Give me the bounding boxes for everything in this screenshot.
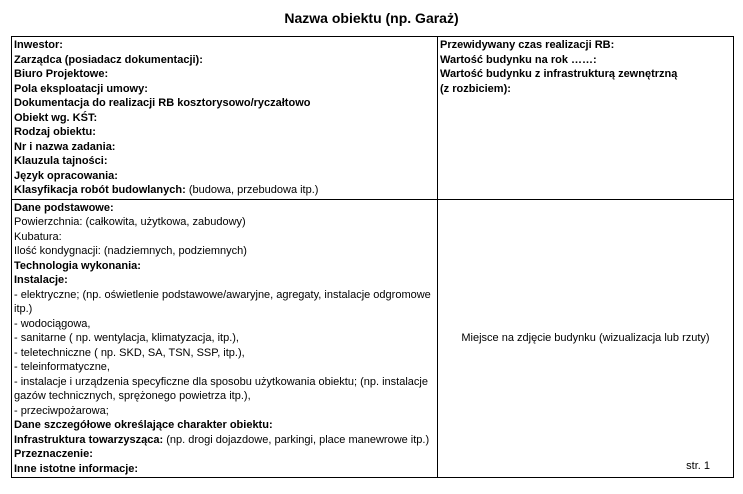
technical-info-cell <box>12 199 438 478</box>
field-label: Nr i nazwa zadania: <box>14 140 116 153</box>
field-label: Biuro Projektowe: <box>14 68 109 80</box>
form-line <box>14 154 435 169</box>
form-line <box>14 404 435 419</box>
page-number: str. 1 <box>686 460 710 472</box>
form-line <box>14 288 435 317</box>
field-label: Język opracowania: <box>14 169 118 182</box>
field-text: - instalacje i urządzenia specyficzne dla sposobu użytkowania obiektu; (np. instalacje gazów technicznych, sprężonego powietrza itp.), <box>14 375 428 402</box>
form-line <box>14 346 435 361</box>
field-label: Wartość budynku z infrastrukturą zewnętrzną <box>440 68 678 80</box>
cost-info-list <box>440 38 731 96</box>
form-line <box>14 183 435 198</box>
form-line <box>440 67 731 82</box>
field-label: Obiekt wg. KŚT: <box>14 111 98 124</box>
form-line <box>14 169 435 184</box>
photo-placeholder-cell <box>438 199 734 478</box>
form-line <box>14 53 435 68</box>
form-line <box>14 462 435 477</box>
general-info-list <box>14 38 435 198</box>
form-line <box>14 230 435 245</box>
field-label: Klauzula tajności: <box>14 155 108 167</box>
field-label: Inwestor: <box>14 39 63 51</box>
field-label: Klasyfikacja robót budowlanych: <box>14 184 186 196</box>
form-line <box>14 360 435 375</box>
form-line <box>14 331 435 346</box>
form-line <box>14 317 435 332</box>
form-line <box>14 82 435 97</box>
field-text: - sanitarne ( np. wentylacja, klimatyzacja, itp.), <box>14 332 239 344</box>
object-info-table <box>11 36 734 478</box>
document-title: Nazwa obiektu (np. Garaż) <box>284 10 459 26</box>
field-label: (z rozbiciem): <box>440 82 511 95</box>
form-line <box>14 67 435 82</box>
field-text: Kubatura: <box>14 230 62 243</box>
field-label: Technologia wykonania: <box>14 259 141 272</box>
form-line <box>14 215 435 230</box>
field-label: Zarządca (posiadacz dokumentacji): <box>14 53 203 66</box>
form-line <box>14 140 435 155</box>
field-text: - wodociągowa, <box>14 317 91 330</box>
general-info-cell <box>12 37 438 200</box>
form-line <box>14 125 435 140</box>
field-label: Wartość budynku na rok ……: <box>440 53 597 66</box>
field-label: Instalacje: <box>14 274 68 286</box>
field-label: Przewidywany czas realizacji RB: <box>440 39 615 51</box>
photo-placeholder-text: Miejsce na zdjęcie budynku (wizualizacja lub rzuty) <box>461 332 710 344</box>
field-label: Przeznaczenie: <box>14 448 93 460</box>
field-text: - teleinformatyczne, <box>14 361 110 373</box>
field-text: - przeciwpożarowa; <box>14 404 109 417</box>
form-line <box>14 418 435 433</box>
field-label: Dane szczegółowe określające charakter obiektu: <box>14 419 273 431</box>
form-line <box>440 82 731 97</box>
form-line <box>14 259 435 274</box>
field-text: Powierzchnia: (całkowita, użytkowa, zabudowy) <box>14 216 246 228</box>
field-label: Pola eksploatacji umowy: <box>14 82 148 95</box>
form-line <box>14 375 435 404</box>
technical-info-list <box>14 201 435 477</box>
field-label: Infrastruktura towarzysząca: <box>14 433 164 446</box>
field-label: Dokumentacja do realizacji RB kosztorysowo/ryczałtowo <box>14 97 311 109</box>
form-line <box>14 96 435 111</box>
field-text: - teletechniczne ( np. SKD, SA, TSN, SSP, itp.), <box>14 346 245 359</box>
form-line <box>14 447 435 462</box>
form-line <box>440 53 731 68</box>
field-text: Ilość kondygnacji: (nadziemnych, podziemnych) <box>14 245 247 257</box>
field-label: Rodzaj obiektu: <box>14 126 96 138</box>
field-label: Dane podstawowe: <box>14 201 114 214</box>
field-text: (budowa, przebudowa itp.) <box>185 184 319 196</box>
form-line <box>14 433 435 448</box>
field-text: - elektryczne; (np. oświetlenie podstawowe/awaryjne, agregaty, instalacje odgromowe itp.) <box>14 288 431 315</box>
form-line <box>14 201 435 216</box>
form-line <box>14 273 435 288</box>
cost-info-cell <box>438 37 734 200</box>
form-line <box>14 244 435 259</box>
form-line <box>14 38 435 53</box>
field-label: Inne istotne informacje: <box>14 462 139 475</box>
form-line <box>14 111 435 126</box>
form-line <box>440 38 731 53</box>
field-text: (np. drogi dojazdowe, parkingi, place manewrowe itp.) <box>163 433 430 446</box>
